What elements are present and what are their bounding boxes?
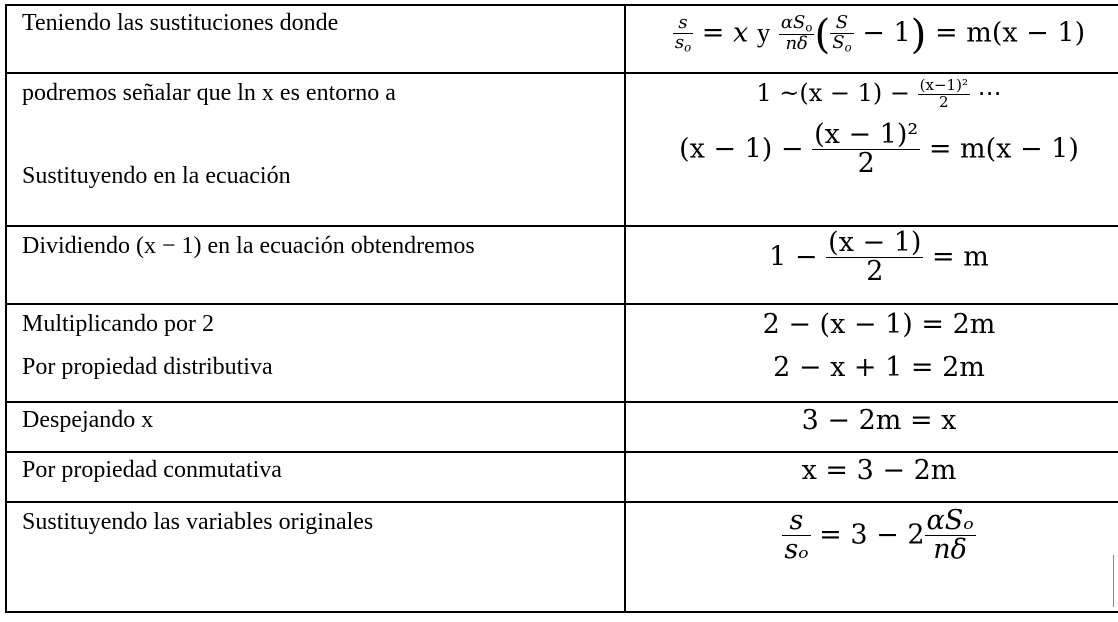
step-equation [625,502,1118,612]
step-description [6,73,625,226]
step-description [6,452,625,502]
step-description [6,402,625,452]
step-equation [625,73,1118,226]
step-equation [625,5,1118,73]
step-label: Sustituyendo en la ecuación [22,163,291,189]
final-equation: $\frac{s}{\text{sₒ}}$ = 3 − 2 $\frac{\text{αSₒ}}{n\delta}$ [784,505,974,566]
step-label: Por propiedad distributiva [22,354,273,380]
step-equation [625,226,1118,304]
fraction: $\frac{\alpha S_o}{n\delta}$ [780,12,813,54]
table-row [6,226,1118,304]
step-description [6,5,625,73]
equation-line: x = 3 − 2m [801,455,957,486]
table-row [6,452,1118,502]
table-row [6,304,1118,402]
divided-equation: 1 − $\frac{(x - 1)}{2}$ = m [769,227,989,288]
table-row [6,502,1118,612]
step-equation [625,452,1118,502]
equation-line: 2 − x + 1 = 2m [773,352,985,383]
step-description [6,502,625,612]
step-label: Multiplicando por 2 [22,311,214,337]
fraction: $\frac{s}{s_o}$ [674,12,692,55]
equation-line: 3 − 2m = x [801,405,957,436]
series-expansion: 1 ~(x − 1) − $\frac{\text{(x−1)²}}{2}$ ⋯ [756,76,1002,111]
fraction: $\frac{(x - 1)}{2}$ [828,227,922,288]
derivation-table [5,4,1118,613]
step-label: podremos señalar que ln x es entorno a [22,80,396,106]
step-equation [625,402,1118,452]
step-label: Despejando x [22,407,154,433]
fraction: $\frac{s}{\text{sₒ}}$ [784,505,809,566]
fraction: $\frac{\text{(x−1)²}}{2}$ [919,76,968,111]
step-label: Dividiendo (x − 1) en la ecuación obtendremos [22,233,475,259]
conjunction-text: y [756,17,771,48]
step-description [6,226,625,304]
step-description [6,304,625,402]
page-edge-marker [1113,555,1117,607]
table-row [6,402,1118,452]
substitution-equation: $\frac{s}{s_o}$ = x y $\frac{\alpha S_o}{n\delta}$ ( $\frac{S}{S_o}$ − 1) = m(x − 1) [674,10,1086,58]
table-row [6,73,1118,226]
step-label: Teniendo las sustituciones donde [22,10,339,36]
equation-rhs: = m(x − 1) [935,17,1086,49]
fraction: $\frac{\text{(x − 1)²}}{2}$ [814,118,919,179]
fraction: $\frac{S}{S_o}$ [832,12,852,55]
table-row [6,5,1118,73]
equation-line: 2 − (x − 1) = 2m [762,309,996,340]
step-equation [625,304,1118,402]
fraction: $\frac{\text{αSₒ}}{n\delta}$ [926,505,974,566]
step-label: Por propiedad conmutativa [22,457,282,483]
substituted-equation: (x − 1) − $\frac{\text{(x − 1)²}}{2}$ = m(x − 1) [679,118,1079,179]
step-label: Sustituyendo las variables originales [22,509,374,535]
